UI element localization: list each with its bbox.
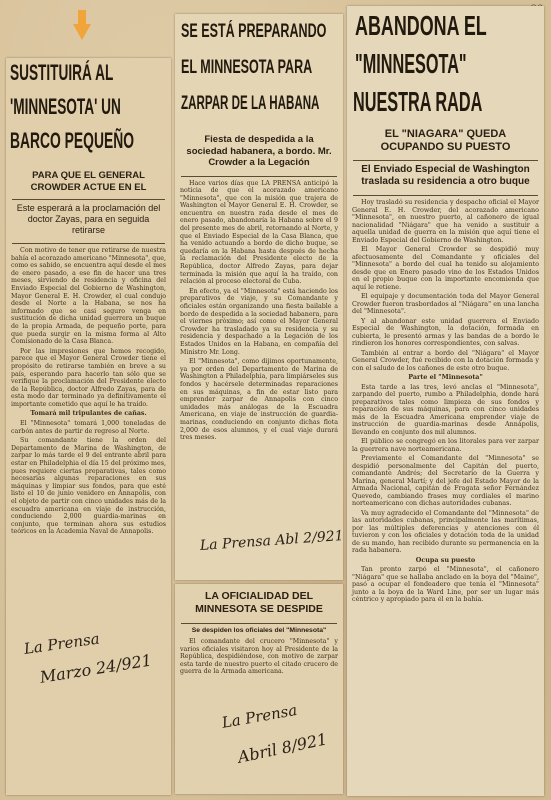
- headline-block: [347, 6, 544, 126]
- article-body: [347, 199, 544, 604]
- headline-block: [175, 14, 343, 132]
- handwritten-date: Abril 8/921: [236, 729, 329, 767]
- paragraph: También al entrar a bordo del "Niágara" el Mayor General Crowder, fué recibido con la dotación formada y con el saludo de los cañones de este otro buque.: [352, 348, 539, 372]
- paragraph: Esta tarde a las tres, levó anclas el "Minnesota", zarpando del puerto, rumbo a Philadelphia, donde hará preparativos tales como limpieza de sus fondos y reparación de sus máquinas, para con cinco unidades más de la Escuadra Americana emprender viaje de instrucción de guardia-marinas desde Annápolis, llevando en conjunto dos mil alumnos.: [352, 382, 539, 436]
- handwritten-source: La Prensa: [22, 629, 101, 658]
- paragraph: El "Minnesota" tomará 1,000 toneladas de carbón antes de partir de regreso al Norte.: [11, 420, 166, 435]
- divider: [12, 243, 165, 244]
- headline: LA OFICIALIDAD DEL MINNESOTA SE DESPIDE: [195, 590, 323, 615]
- paragraph: El comandante del crucero "Minnesota" y varios oficiales visitaron hoy al Presidente de la República, despidiéndose, con motivo de zarpar esta tarde de nuestro puerto el citado crucero de guerra de la Armada americana.: [180, 638, 338, 676]
- divider: [12, 199, 165, 200]
- paragraph: Por las impresiones que hemos recogido, parece que el Mayor General Crowder tiene el propósito de retirarse también en breve a su país, esperando para hacerlo tan sólo que se verifique la proclamación del Presidente electo de la República, doctor Alfredo Zayas, para de esta modo dar terminado ya definitivamente el importante cometido que aquí le ha traído.: [11, 347, 166, 408]
- headline-line: SE ESTÁ PREPARANDO: [181, 21, 327, 42]
- paragraph: El público se congregó en los litorales para ver zarpar la guerrera nave norteamericana.: [352, 437, 539, 453]
- divider: [353, 195, 538, 196]
- clipping-abandona: [347, 6, 544, 796]
- inline-subhead: Ocupa su puesto: [415, 555, 476, 564]
- divider: [353, 160, 538, 161]
- subhead: EL "NIAGARA" QUEDA OCUPANDO SU PUESTO: [380, 128, 511, 153]
- handwritten-source-date: La Prensa Abl 2/921: [199, 527, 345, 554]
- divider: [181, 176, 337, 177]
- handwritten-date: Marzo 24/921: [38, 650, 154, 687]
- headline-line: SUSTITUIRÁ AL: [10, 60, 114, 85]
- paragraph: Con motivo de tener que retirarse de nuestra bahía el acorazado americano "Minnesota", que, como es sabido, se encuentra aquí desde el mes de enero pasado, a ese fin de hacer una tres meses, sirviendo de residencia y oficina del Enviado Especial del Gobierno de Washington, Mayor General E. H. Crowder, el cual condujo desde el Norte a la Habana, se nos ha informado que se casi seguro venga en sustitución de dicha unidad guerrera un buque de la propia Armada, de pequeño porte, para que pueda surgir en la misma forma al Alto Comisionado de la Casa Blanca.: [11, 247, 166, 346]
- paragraph: El Mayor General Crowder se despidió muy afectuosamente del Comandante y oficiales del "Minnesota" a bordo del cual ha tenido su alojamiento desde que en Enero pasado vino de los Estados Unidos en el propio buque con la importante encomienda que aquí le retiene.: [352, 245, 539, 291]
- article-body: [175, 638, 343, 676]
- inline-subhead: Parte el "Minnesota": [408, 373, 483, 381]
- deck: Este esperará a la proclamación del doctor Zayas, para en seguida retirarse: [16, 203, 161, 235]
- paragraph: Su comandante tiene la orden del Departamento de Marina de Washington, de zarpar lo más tarde el 9 del entrante abril para estar en Philadelphia el día 15 del próximo mes, pues requiere ciertas preparativas, tales como necesarias algunas reparaciones en sus máquinas y limpiar sus fondos, para que esté listo el 10 de junio venidero en Annapolis, con el objeto de partir con cinco unidades más de la escuadra americana en viaje de instrucción, conduciendo 2,000 guardia-marinas en conjunto, que terminan ahora sus estudios teóricos en la Academia Naval de Annapolis.: [11, 437, 166, 536]
- headline-line: 'MINNESOTA' UN: [10, 94, 121, 119]
- subhead: Se despiden los oficiales del "Minnesota": [191, 627, 327, 634]
- highlight-arrow-icon: [73, 24, 91, 40]
- headline-line: BARCO PEQUEÑO: [10, 128, 134, 153]
- headline-line: EL MINNESOTA PARA: [181, 57, 313, 78]
- clipping-sustituira: [6, 58, 171, 795]
- deck: El Enviado Especial de Washington traslada su residencia a otro buque: [361, 164, 530, 187]
- article-body: [6, 247, 171, 536]
- paragraph: Previamente el Comandante del "Minnesota" se despidió personalmente del Capitán del puerto, comandante Andrés; del Secretario de la Guerra y Marina, general Martí; y del jefe del Estado Mayor de la Armada Nacional, capitán de Fragata señor Fernández Quevedo, cambiando frases muy cordiales el marino norteamericano con dichas autoridades cubanas.: [352, 454, 539, 507]
- paragraph: Va muy agradecido el Comandante del "Minnesota" de las autoridades cubanas, principalmente las marítimas, por las múltiples deferencias y atenciones con él tuvieron y con los oficiales y dotación toda de la unidad de su mando, han recibido durante su permanencia en la rada habanera.: [352, 508, 539, 554]
- clipping-se-esta-preparando: [175, 14, 343, 580]
- paragraph: En efecto, ya el "Minnesota" está haciendo los preparativos de viaje, y su Comandante y oficiales están organizando una fiesta bailable a bordo de despedida a la sociedad habanera, para el viernes próximo; así como el Mayor General Crowder ha trasladado ya su residencia y su residencia y despachado a la Legación de los Estados Unidos en la Habana, en compañía del Ministro Mr. Long.: [180, 287, 338, 356]
- paragraph: Hace varios días que LA PRENSA anticipó la noticia de que el acorazado americano "Minnesota", que con la misión que trajera de Washington el Mayor General E. H. Crowder, se encuentra en nuestra rada desde el mes de enero pasado, abandonaría la Habana sobre el 9 del presente mes de abril, retornando al Norte, y que el Enviado Especial de la Casa Blanca, que ha venido actuando a bordo de dicho buque, se quedaría en la Habana hasta después de hecha la reclamación del Presidente electo de la República, doctor Alfredo Zayas, para dejar terminada la misión que aquí la ha traído, con relación al proceso electoral de Cuba.: [180, 179, 338, 286]
- headline-line: ZARPAR DE LA HABANA: [181, 93, 320, 114]
- paragraph: Y al abandonar este unidad guerrera el Enviado Especial de Washington, la dotación, formada en cubierta, le presentó armas y las bandas de a bordo le rindieron los honores correspondientes, con salvas.: [352, 316, 539, 347]
- headline-line: ABANDONA EL: [355, 10, 487, 41]
- headline-block: [6, 58, 171, 168]
- subhead: PARA QUE EL GENERAL CROWDER ACTUE EN EL: [30, 170, 147, 193]
- paragraph: Hoy trasladó su residencia y despacho oficial el Mayor General E. H. Crowder, del acorazado americano "Minnesota", en nuestro puerto, al cañonero de igual nacionalidad "Niágara" que ha venido a sustituir a aquella unidad de guerra en la misión que aquí tiene el Enviado Especial del Gobierno de Washington.: [352, 198, 539, 244]
- paragraph: El "Minnesota", como dijimos oportunamente, ya por orden del Departamento de Marina de Washington a Philadelphia, para limpiárseles sus fondos y hacérsele determinadas reparaciones en sus máquinas, a fin de estar listo para emprender zarpar de Annapolis con cinco unidades más análogas de la Escuadra Americana, en viaje de instrucción de guardia-marinas, conduciendo en conjunto dichas flota 2,000 de esos alumnos, y el cual viaje durará tres meses.: [180, 358, 338, 442]
- paragraph: Tan pronto zarpó el "Minnesota", el cañonero "Niágara" que se hallaba anclado en la boya del "Maine", pasó a ocupar el fondeadero que tenía el "Minnesota" junto a la boya de la Ward Line, por ser un lugar más céntrico y apropiado para él en la bahía.: [352, 565, 539, 603]
- deck: Fiesta de despedida a la sociedad habanera, a bordo. Mr. Crowder a la Legación: [186, 134, 332, 168]
- article-body: [175, 180, 343, 442]
- inline-subhead: Tomará mil tripulantes de cañas.: [30, 410, 147, 418]
- headline-line: NUESTRA RADA: [353, 86, 483, 117]
- headline-line: "MINNESOTA": [355, 48, 467, 79]
- handwritten-source: La Prensa: [220, 700, 299, 732]
- divider: [181, 623, 337, 624]
- paragraph: El equipaje y documentación toda del Mayor General Crowder fueron trasbordados al "Niágara" en una lancha del "Minnesota".: [352, 292, 539, 315]
